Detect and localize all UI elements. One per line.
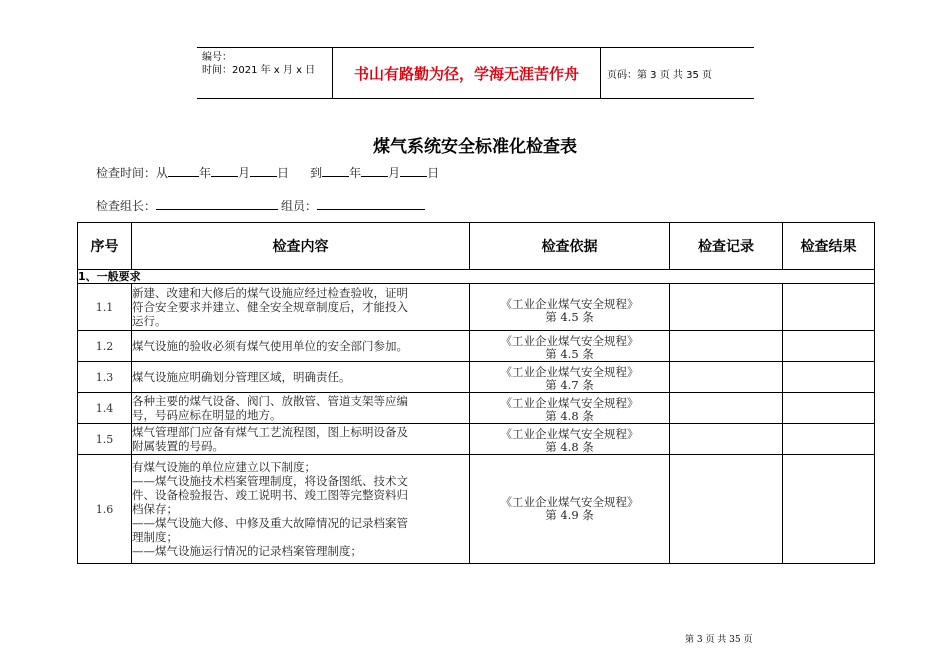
content-line: 新建、改建和大修后的煤气设施应经过检查验收，证明 — [132, 286, 408, 300]
document-number-label: 编号： — [202, 52, 232, 63]
check-result-cell[interactable] — [783, 284, 875, 331]
check-basis — [470, 424, 670, 455]
check-basis — [470, 393, 670, 424]
basis-line: 《工业企业煤气安全规程》 — [500, 395, 639, 410]
basis-line: 第 4.7 条 — [545, 377, 594, 392]
content-line: ——煤气设施运行情况的记录档案管理制度； — [132, 544, 362, 558]
content-line: 号，号码应标在明显的地方。 — [132, 408, 282, 422]
check-record-cell[interactable] — [670, 455, 783, 564]
content-line: 煤气设施应明确划分管理区域，明确责任。 — [132, 370, 351, 384]
section-row — [78, 270, 875, 284]
basis-line: 《工业企业煤气安全规程》 — [500, 495, 639, 509]
blank-end-day — [400, 164, 427, 177]
content-line: ——煤气设施技术档案管理制度，将设备图纸、技术文 — [132, 474, 408, 488]
inspection-team-line — [96, 197, 425, 214]
column-header: 检查依据 — [470, 223, 670, 270]
check-content — [132, 455, 470, 564]
check-content — [132, 331, 470, 362]
basis-line: 《工业企业煤气安全规程》 — [500, 333, 639, 348]
basis-line: 第 4.9 条 — [545, 508, 594, 522]
document-title: 煤气系统安全标准化检查表 — [373, 137, 577, 157]
row-number: 1.2 — [78, 331, 132, 362]
column-header: 检查记录 — [670, 223, 783, 270]
content-line: 有煤气设施的单位应建立以下制度； — [132, 460, 316, 474]
basis-line: 第 4.8 条 — [545, 439, 594, 454]
year-label: 年 — [199, 166, 212, 180]
header-left-cell — [197, 48, 333, 98]
row-number: 1.1 — [78, 284, 132, 331]
content-line: 符合安全要求并建立、健全安全规章制度后，才能投入 — [132, 300, 408, 314]
month-label-2: 月 — [388, 166, 401, 180]
column-header: 序号 — [78, 223, 132, 270]
check-record-cell[interactable] — [670, 424, 783, 455]
content-line: 各种主要的煤气设备、阀门、放散管、管道支架等应编 — [132, 394, 408, 408]
table-row — [78, 284, 875, 331]
check-result-cell[interactable] — [783, 393, 875, 424]
basis-line: 第 4.5 条 — [545, 346, 594, 361]
check-content — [132, 424, 470, 455]
basis-line: 第 4.8 条 — [545, 408, 594, 423]
content-line: 档保存； — [132, 502, 178, 516]
content-line: ——煤气设施大修、中修及重大故障情况的记录档案管 — [132, 516, 408, 530]
day-label: 日 — [277, 166, 290, 180]
check-basis — [470, 331, 670, 362]
inspection-time-line — [96, 164, 439, 181]
basis-line: 《工业企业煤气安全规程》 — [500, 296, 639, 311]
day-label-2: 日 — [427, 166, 440, 180]
basis-line: 《工业企业煤气安全规程》 — [500, 364, 639, 379]
column-header: 检查内容 — [132, 223, 470, 270]
check-result-cell[interactable] — [783, 424, 875, 455]
month-label: 月 — [238, 166, 251, 180]
check-content — [132, 362, 470, 393]
table-row — [78, 424, 875, 455]
check-record-cell[interactable] — [670, 393, 783, 424]
check-result-cell[interactable] — [783, 455, 875, 564]
basis-line: 《工业企业煤气安全规程》 — [500, 426, 639, 441]
check-basis — [470, 362, 670, 393]
blank-start-year — [168, 164, 199, 177]
column-header: 检查结果 — [783, 223, 875, 270]
row-number: 1.3 — [78, 362, 132, 393]
document-time-label: 时间：2021 年 x 月 x 日 — [202, 65, 316, 76]
check-record-cell[interactable] — [670, 284, 783, 331]
header-page-code: 页码：第 3 页 共 35 页 — [607, 69, 712, 81]
check-result-cell[interactable] — [783, 362, 875, 393]
row-number: 1.6 — [78, 455, 132, 564]
check-basis — [470, 455, 670, 564]
table-row — [78, 362, 875, 393]
blank-end-year — [322, 164, 349, 177]
checklist-table — [77, 222, 875, 564]
page-header — [197, 47, 754, 99]
row-number: 1.4 — [78, 393, 132, 424]
content-line: 煤气管理部门应备有煤气工艺流程图，图上标明设备及 — [132, 425, 408, 439]
check-content — [132, 284, 470, 331]
content-line: 附属装置的号码。 — [132, 439, 224, 453]
content-line: 运行。 — [132, 314, 167, 328]
blank-leader — [156, 197, 278, 210]
leader-label: 检查组长： — [96, 199, 157, 213]
time-prefix: 检查时间：从 — [96, 166, 169, 180]
content-line: 理制度； — [132, 530, 178, 544]
check-record-cell[interactable] — [670, 331, 783, 362]
table-row — [78, 393, 875, 424]
header-motto: 书山有路勤为径，学海无涯苦作舟 — [333, 48, 601, 98]
table-header-row — [78, 223, 875, 270]
check-result-cell[interactable] — [783, 331, 875, 362]
content-line: 件、设备检验报告、竣工说明书、竣工图等完整资料归 — [132, 488, 408, 502]
basis-line: 第 4.5 条 — [545, 309, 594, 324]
table-row — [78, 331, 875, 362]
table-row — [78, 455, 875, 564]
year-label-2: 年 — [349, 166, 362, 180]
blank-start-month — [211, 164, 238, 177]
member-label: 组员： — [281, 199, 318, 213]
check-basis — [470, 284, 670, 331]
check-record-cell[interactable] — [670, 362, 783, 393]
blank-start-day — [250, 164, 277, 177]
to-label: 到 — [310, 166, 323, 180]
blank-members — [317, 197, 425, 210]
section-title: 1、一般要求 — [78, 270, 875, 284]
content-line: 煤气设施的验收必须有煤气使用单位的安全部门参加。 — [132, 339, 408, 353]
page-footer: 第 3 页 共 35 页 — [685, 635, 753, 645]
row-number: 1.5 — [78, 424, 132, 455]
blank-end-month — [361, 164, 388, 177]
check-content — [132, 393, 470, 424]
